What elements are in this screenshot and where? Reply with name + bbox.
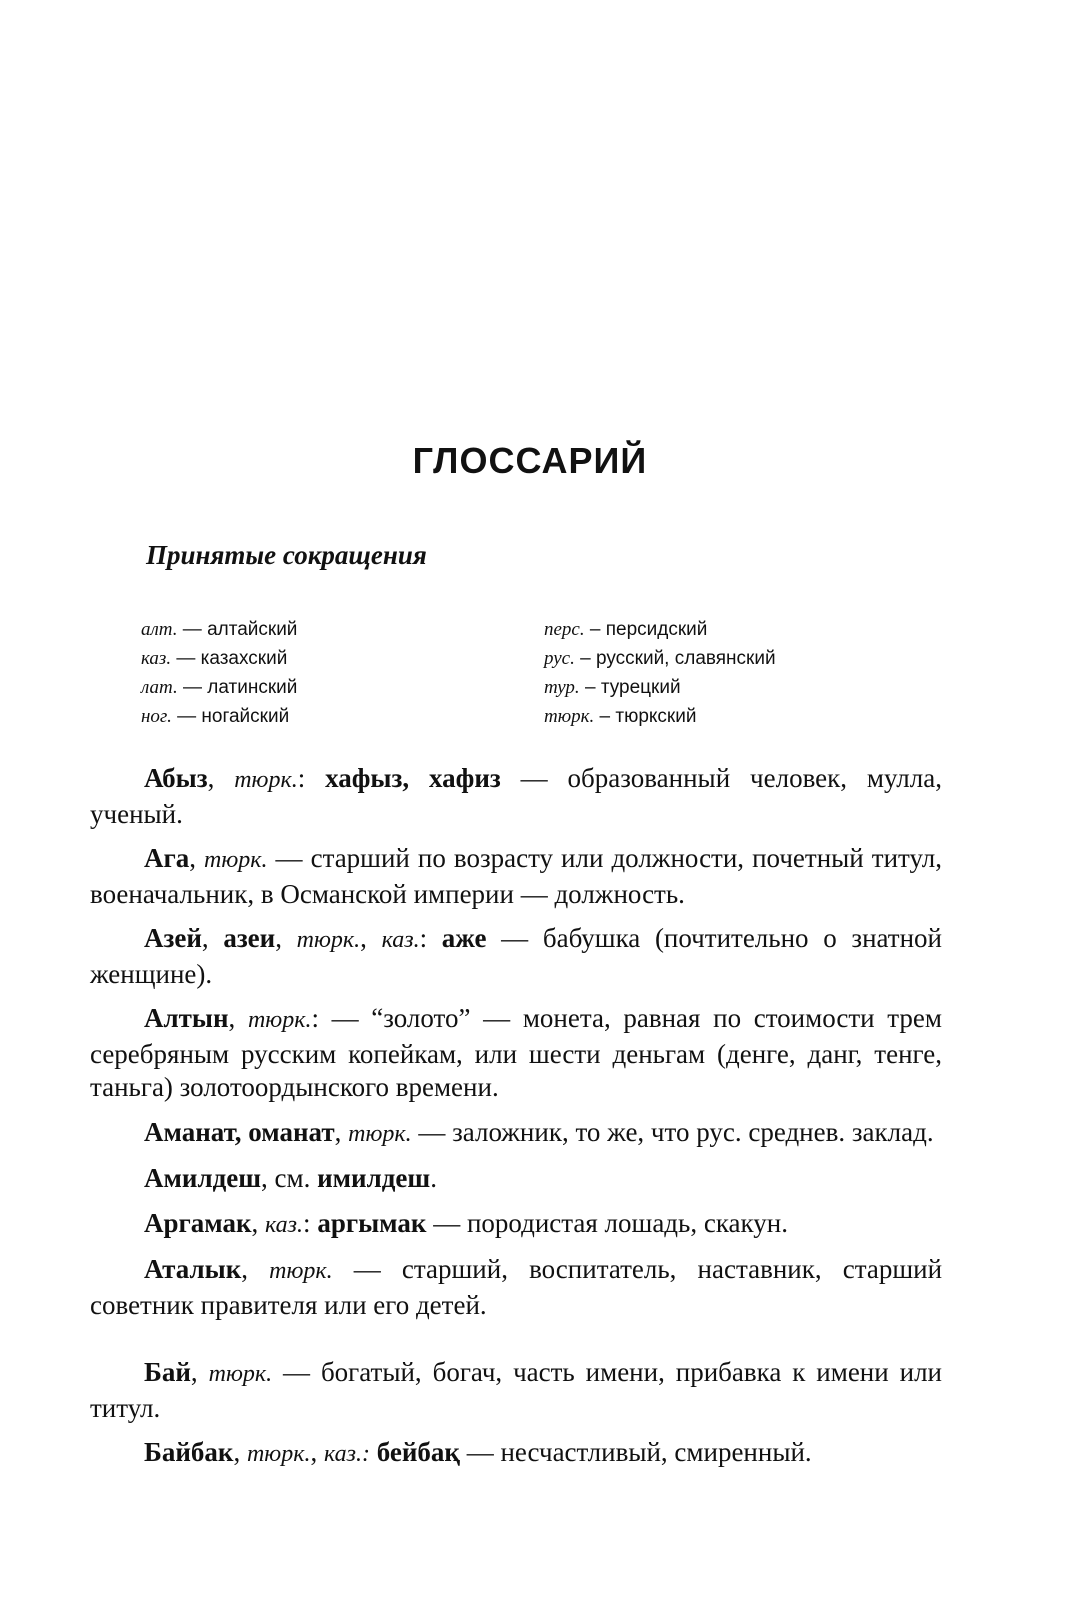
- abbreviation-row: [141, 644, 297, 673]
- entry-language-abbreviation: тюрк.: [296, 927, 361, 953]
- abbreviation-key: перс.: [544, 619, 585, 640]
- entry-text: — заложник, то же, что рус. среднев. заклад.: [411, 1116, 934, 1147]
- abbreviation-row: [141, 673, 297, 702]
- glossary-entry: [90, 1002, 942, 1105]
- entry-language-abbreviation: тюрк.: [208, 1361, 273, 1387]
- entry-language-abbreviation: тюрк.: [234, 767, 298, 793]
- glossary-entry: [90, 842, 942, 911]
- entry-text: — породистая лошадь, скакун.: [426, 1207, 788, 1238]
- entry-text: ,: [201, 923, 224, 953]
- entry-text: ,: [233, 1437, 247, 1467]
- entry-term: Бай: [144, 1357, 191, 1387]
- glossary-entries: [90, 762, 942, 1483]
- entry-variant-term: аргымак: [317, 1207, 427, 1238]
- glossary-entry: [90, 1116, 942, 1152]
- entry-text: ,: [189, 843, 205, 873]
- abbreviations-column-right: [544, 615, 776, 731]
- abbreviation-value: русский, славянский: [596, 648, 776, 669]
- abbreviation-value: персидский: [605, 619, 708, 640]
- abbreviation-separator: —: [171, 706, 202, 727]
- abbreviation-separator: –: [574, 648, 596, 669]
- entry-text: ,: [310, 1437, 324, 1467]
- entry-text: , см.: [261, 1163, 318, 1193]
- abbreviation-key: рус.: [544, 648, 575, 669]
- abbreviation-value: тюркский: [615, 706, 697, 727]
- entry-variant-term: имилдеш: [317, 1163, 431, 1193]
- abbreviation-value: алтайский: [207, 619, 298, 640]
- entry-term: Ага: [144, 843, 190, 873]
- entry-text: ,: [275, 923, 297, 953]
- glossary-entry: [90, 1253, 942, 1322]
- entry-text: ,: [228, 1003, 248, 1033]
- entry-term: Аргамак: [144, 1207, 252, 1238]
- abbreviation-key: алт.: [141, 619, 178, 640]
- entry-text: : — “золото” — монета, равная по стоимости трем серебряным русским копейкам, или шести деньгам (денге, данг, тенге, таньга) золотоордынского времени.: [90, 1003, 942, 1102]
- entry-language-abbreviation: тюрк.: [269, 1258, 333, 1284]
- abbreviation-value: турецкий: [600, 677, 681, 698]
- abbreviation-row: [544, 644, 776, 673]
- abbreviation-separator: –: [584, 619, 606, 640]
- entry-language-abbreviation: каз.: [381, 927, 420, 953]
- glossary-entry: [90, 762, 942, 831]
- entry-language-abbreviation: каз.:: [323, 1441, 370, 1467]
- glossary-entry: [90, 922, 942, 991]
- abbreviation-row: [141, 702, 297, 731]
- abbreviation-separator: —: [177, 619, 208, 640]
- glossary-entry: [90, 1162, 942, 1196]
- entry-language-abbreviation: каз.: [265, 1211, 304, 1238]
- entry-text: .: [430, 1163, 437, 1193]
- entry-variant-term: азеи: [223, 923, 276, 953]
- entry-language-abbreviation: тюрк.: [247, 1007, 312, 1033]
- abbreviation-value: латинский: [207, 677, 298, 698]
- entry-text: ,: [360, 923, 382, 953]
- entry-variant-term: бейбақ: [376, 1437, 460, 1467]
- entry-term: Амилдеш: [144, 1163, 262, 1193]
- abbreviation-separator: –: [579, 677, 601, 698]
- entry-text: — богатый, богач, часть имени, прибавка к имени или титул.: [90, 1357, 943, 1423]
- entry-text: — старший, воспитатель, наставник, старший советник правителя или его детей.: [90, 1254, 943, 1320]
- entry-text: ,: [251, 1207, 266, 1238]
- entry-text: ,: [190, 1357, 209, 1387]
- entry-text: — бабушка (почтительно о знатной женщине).: [90, 923, 942, 989]
- entry-term: Алтын: [144, 1003, 229, 1033]
- entry-term: Аманат, оманат: [144, 1116, 335, 1147]
- entry-text: ,: [334, 1116, 349, 1147]
- abbreviation-row: [544, 615, 776, 644]
- abbreviation-separator: —: [177, 677, 208, 698]
- entry-text: [370, 1437, 377, 1467]
- abbreviation-row: [544, 673, 776, 702]
- abbreviation-row: [141, 615, 297, 644]
- entry-language-abbreviation: тюрк.: [348, 1120, 412, 1147]
- entry-text: ,: [241, 1254, 270, 1284]
- entry-language-abbreviation: тюрк.: [246, 1441, 311, 1467]
- abbreviation-separator: —: [171, 648, 201, 669]
- entry-term: Абыз: [144, 763, 208, 793]
- page-title: ГЛОССАРИЙ: [412, 440, 648, 481]
- entry-text: — старший по возрасту или должности, почетный титул, военачальник, в Османской империи — должность.: [90, 843, 942, 909]
- abbreviation-key: каз.: [141, 648, 172, 669]
- abbreviations-column-left: [141, 615, 297, 731]
- abbreviation-value: казахский: [200, 648, 288, 669]
- abbreviation-key: ног.: [141, 706, 172, 727]
- entry-text: :: [297, 763, 326, 793]
- glossary-entry: [90, 1356, 942, 1425]
- abbreviations-heading: Принятые сокращения: [146, 540, 427, 570]
- glossary-entry: [90, 1207, 942, 1243]
- abbreviation-key: тур.: [544, 677, 580, 698]
- entry-term: Азей: [144, 923, 202, 953]
- entry-variant-term: аже: [441, 923, 487, 953]
- entry-text: :: [303, 1207, 318, 1238]
- entry-variant-term: хафыз, хафиз: [325, 763, 501, 793]
- entry-text: ,: [207, 763, 235, 793]
- entry-text: — образованный человек, мулла, ученый.: [90, 763, 942, 829]
- abbreviation-row: [544, 702, 776, 731]
- entry-text: — несчастливый, смиренный.: [459, 1437, 812, 1467]
- abbreviation-value: ногайский: [201, 706, 290, 727]
- abbreviation-key: лат.: [141, 677, 178, 698]
- entry-language-abbreviation: тюрк.: [204, 847, 268, 873]
- abbreviation-key: тюрк.: [544, 706, 595, 727]
- entry-term: Аталык: [144, 1254, 242, 1284]
- entry-text: :: [419, 923, 442, 953]
- glossary-entry: [90, 1436, 942, 1472]
- entry-term: Байбак: [144, 1437, 234, 1467]
- abbreviation-separator: –: [594, 706, 616, 727]
